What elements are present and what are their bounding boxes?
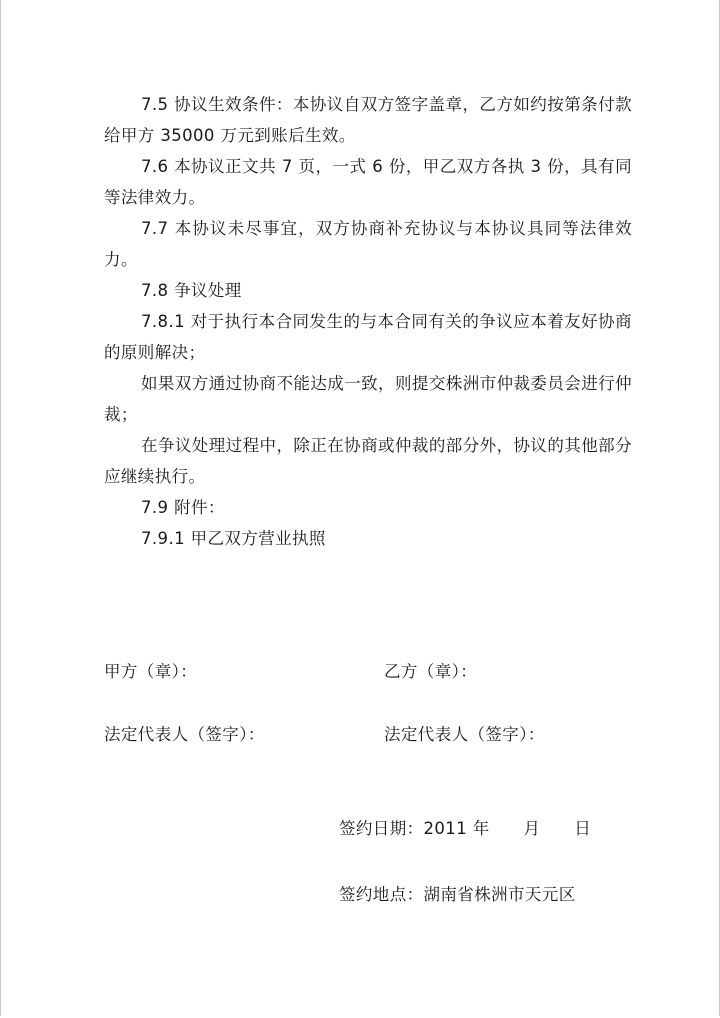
- party-a-seal-label: 甲方（章）：: [104, 662, 198, 681]
- clause-7-9-heading: 7.9 附件：: [141, 498, 225, 517]
- signing-date: 签约日期：2011 年 月 日: [339, 819, 592, 838]
- clause-arbitration: 如果双方通过协商不能达成一致，则提交株洲市仲裁委员会进行仲裁；: [104, 374, 632, 424]
- party-b-seal-label: 乙方（章）：: [384, 662, 478, 681]
- clause-7-7: 7.7 本协议未尽事宜，双方协商补充协议与本协议具同等法律效力。: [104, 219, 632, 269]
- clause-7-8-heading: 7.8 争议处理: [141, 281, 242, 300]
- document-body: [104, 89, 632, 554]
- clause-7-8-1: 7.8.1 对于执行本合同发生的与本合同有关的争议应本着友好协商的原则解决；: [104, 312, 632, 362]
- clause-7-9-1: 7.9.1 甲乙双方营业执照: [141, 529, 326, 548]
- clause-continuation: 在争议处理过程中，除正在协商或仲裁的部分外，协议的其他部分应继续执行。: [104, 436, 632, 486]
- party-b-representative-label: 法定代表人（签字）：: [384, 725, 545, 744]
- signing-place: 签约地点：湖南省株洲市天元区: [339, 885, 576, 904]
- clause-7-5: 7.5 协议生效条件：本协议自双方签字盖章，乙方如约按第条付款给甲方 35000 万元到账后生效。: [104, 95, 632, 145]
- party-a-representative-label: 法定代表人（签字）：: [104, 725, 265, 744]
- clause-7-6: 7.6 本协议正文共 7 页，一式 6 份，甲乙双方各执 3 份，具有同等法律效力。: [104, 157, 632, 207]
